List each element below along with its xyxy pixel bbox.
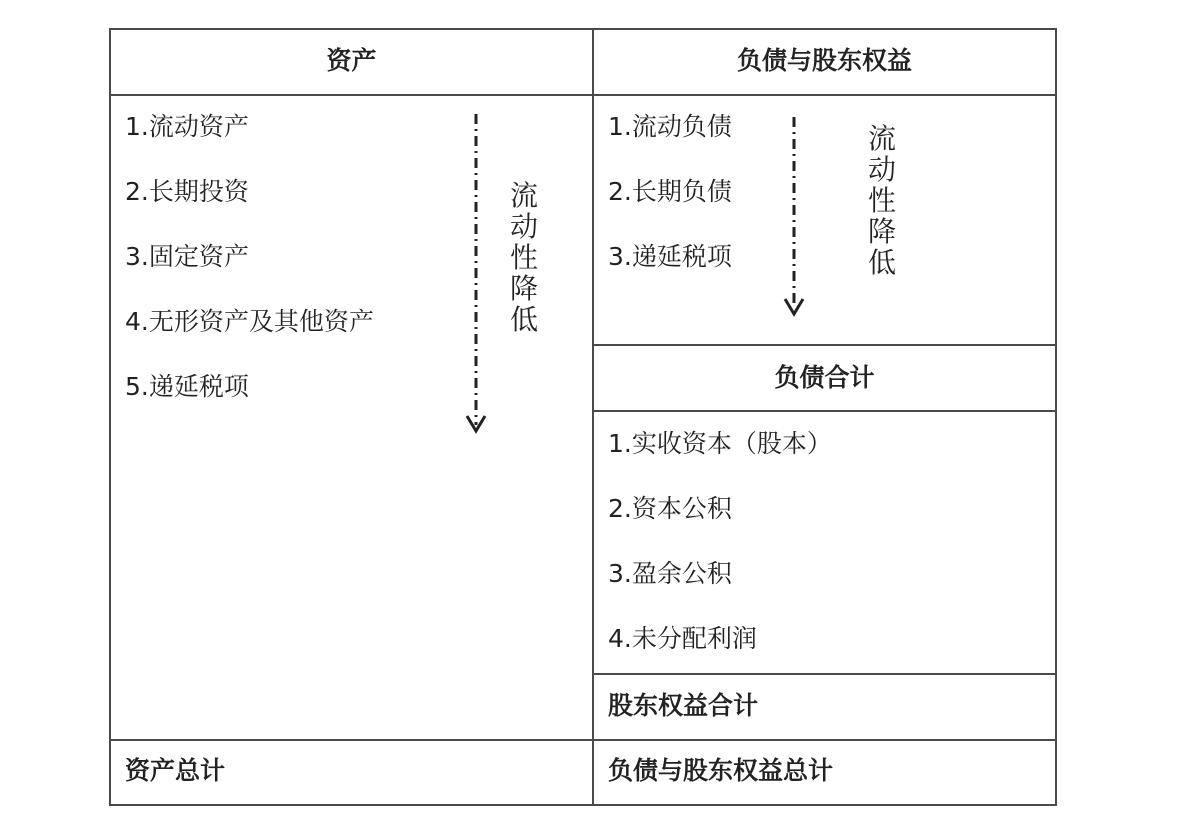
equity-item-undistributed-profit: 4.未分配利润	[608, 624, 757, 653]
asset-item-fixed-assets: 3.固定资产	[125, 242, 249, 271]
liabilities-equity-header: 负债与股东权益	[736, 46, 912, 75]
table-right-border	[1055, 28, 1057, 806]
assets-header: 资产	[326, 46, 377, 75]
liability-item-long-term-liabilities: 2.长期负债	[608, 177, 732, 206]
total-row-top-border	[109, 739, 1057, 741]
asset-liquidity-arrow	[461, 110, 491, 440]
liability-liquidity-label	[865, 123, 899, 278]
assets-total-label: 资产总计	[125, 756, 226, 785]
liability-item-deferred-tax: 3.递延税项	[608, 242, 732, 271]
equity-item-capital-reserve: 2.资本公积	[608, 494, 732, 523]
table-bottom-border	[109, 804, 1057, 806]
equity-total-top-border	[593, 673, 1057, 675]
asset-item-deferred-tax: 5.递延税项	[125, 372, 249, 401]
asset-liquidity-label	[507, 180, 541, 335]
liability-item-current-liabilities: 1.流动负债	[608, 112, 732, 141]
asset-liquidity-char-3: 性	[509, 241, 538, 274]
liability-liquidity-char-2: 动	[867, 153, 896, 186]
table-top-border	[109, 28, 1057, 30]
liabilities-equity-total-label: 负债与股东权益总计	[608, 756, 834, 785]
table-left-border	[109, 28, 111, 806]
liability-liquidity-char-3: 性	[867, 184, 896, 217]
equity-total-label: 股东权益合计	[608, 691, 759, 720]
asset-item-current-assets: 1.流动资产	[125, 112, 249, 141]
liability-liquidity-char-1: 流	[867, 122, 896, 155]
liability-liquidity-char-4: 降	[867, 215, 896, 248]
asset-liquidity-char-5: 低	[509, 303, 538, 336]
liability-liquidity-char-5: 低	[867, 246, 896, 279]
liabilities-total-bottom-border	[593, 410, 1057, 412]
liability-liquidity-arrow	[779, 115, 809, 325]
header-bottom-border	[109, 94, 1057, 96]
asset-item-intangible-assets: 4.无形资产及其他资产	[125, 307, 374, 336]
equity-item-paid-in-capital: 1.实收资本（股本）	[608, 429, 832, 458]
liabilities-total-label: 负债合计	[774, 363, 875, 392]
liabilities-total-top-border	[593, 344, 1057, 346]
asset-liquidity-char-1: 流	[509, 179, 538, 212]
asset-item-long-term-investments: 2.长期投资	[125, 177, 249, 206]
asset-liquidity-char-2: 动	[509, 210, 538, 243]
equity-item-surplus-reserve: 3.盈余公积	[608, 559, 732, 588]
column-divider	[592, 28, 594, 806]
asset-liquidity-char-4: 降	[509, 272, 538, 305]
